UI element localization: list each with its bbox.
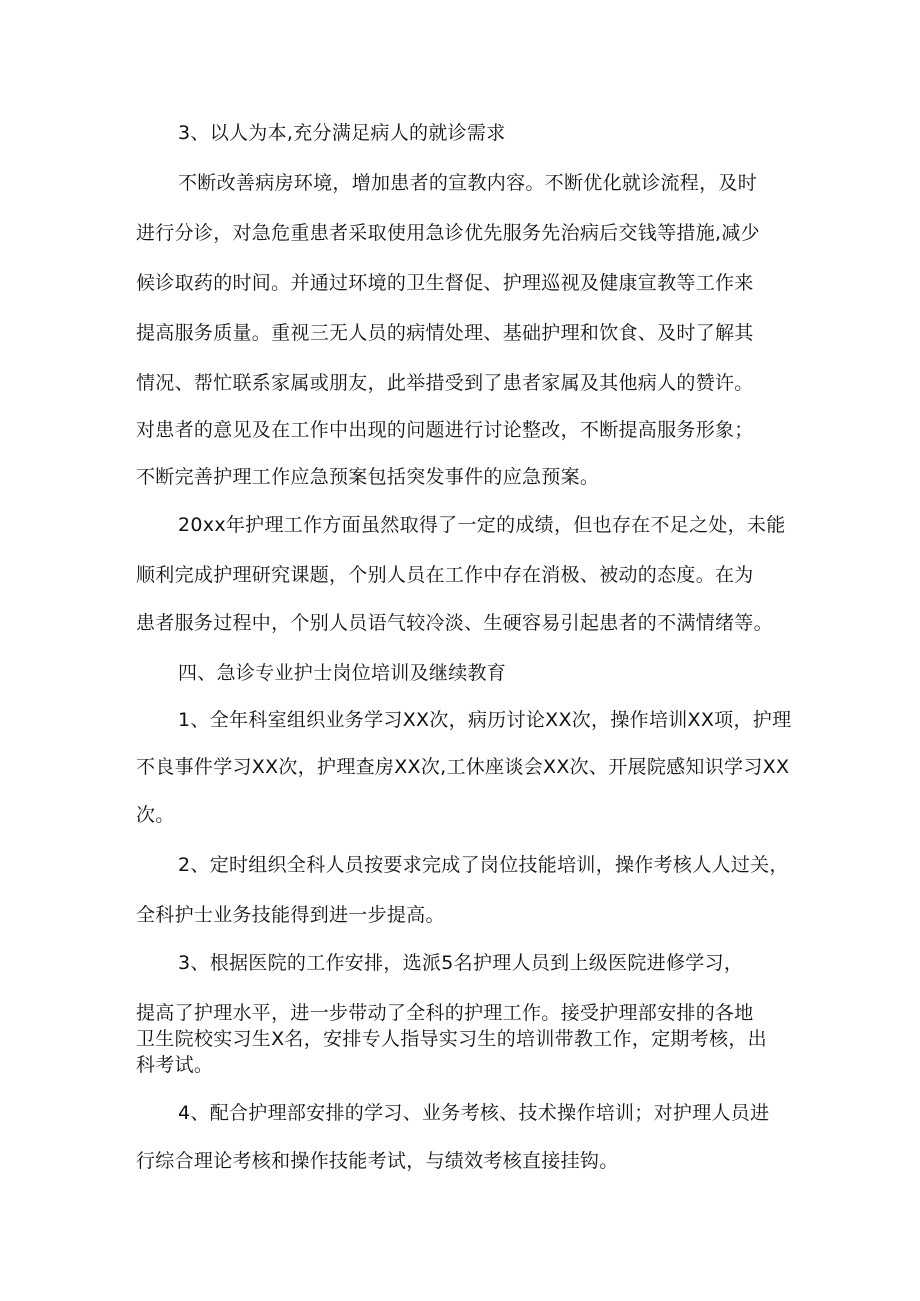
item3-line-3: 卫生院校实习生X名，安排专人指导实习生的培训带教工作，定期考核，出 [136, 1028, 767, 1050]
para2-line-2: 顺利完成护理研究课题，个别人员在工作中存在消极、被动的态度。在为 [136, 564, 754, 586]
para2-line-1: 20xx年护理工作方面虽然取得了一定的成绩，但也存在不足之处，未能 [178, 514, 786, 536]
item2-line-2: 全科护士业务技能得到进一步提高。 [136, 904, 445, 926]
item4-line-2: 行综合理论考核和操作技能考试，与绩效考核直接挂钩。 [136, 1150, 619, 1172]
section-4-heading: 四、急诊专业护士岗位培训及继续教育 [178, 662, 507, 684]
para1-line-2: 进行分诊，对急危重患者采取使用急诊优先服务先治病后交钱等措施,减少 [136, 222, 760, 244]
item3-line-4: 科考试。 [136, 1054, 214, 1076]
item2-line-1: 2、定时组织全科人员按要求完成了岗位技能培训，操作考核人人过关， [178, 854, 789, 876]
para1-line-1: 不断改善病房环境，增加患者的宣教内容。不断优化就诊流程，及时 [178, 172, 758, 194]
para1-line-4: 提高服务质量。重视三无人员的病情处理、基础护理和饮食、及时了解其 [136, 322, 754, 344]
para1-line-6: 对患者的意见及在工作中出现的问题进行讨论整改，不断提高服务形象； [136, 419, 754, 441]
item4-line-1: 4、配合护理部安排的学习、业务考核、技术操作培训；对护理人员进 [178, 1102, 770, 1124]
item3-line-1: 3、根据医院的工作安排，选派5名护理人员到上级医院进修学习， [178, 952, 744, 974]
item1-line-3: 次。 [136, 804, 175, 826]
para2-line-3: 患者服务过程中，个别人员语气较冷淡、生硬容易引起患者的不满情绪等。 [136, 612, 773, 634]
item1-line-2: 不良事件学习XX次，护理查房XX次,工休座谈会XX次、开展院感知识学习XX [136, 756, 790, 778]
para1-line-3: 候诊取药的时间。并通过环境的卫生督促、护理巡视及健康宣教等工作来 [136, 272, 754, 294]
item1-line-1: 1、全年科室组织业务学习XX次，病历讨论XX次，操作培训XX项，护理 [178, 709, 792, 731]
para1-line-5: 情况、帮忙联系家属或朋友，此举措受到了患者家属及其他病人的赞许。 [136, 372, 754, 394]
heading-3: 3、以人为本,充分满足病人的就诊需求 [178, 122, 506, 144]
para1-line-7: 不断完善护理工作应急预案包括突发事件的应急预案。 [136, 466, 600, 488]
item3-line-2: 提高了护理水平，进一步带动了全科的护理工作。接受护理部安排的各地 [136, 1002, 754, 1024]
